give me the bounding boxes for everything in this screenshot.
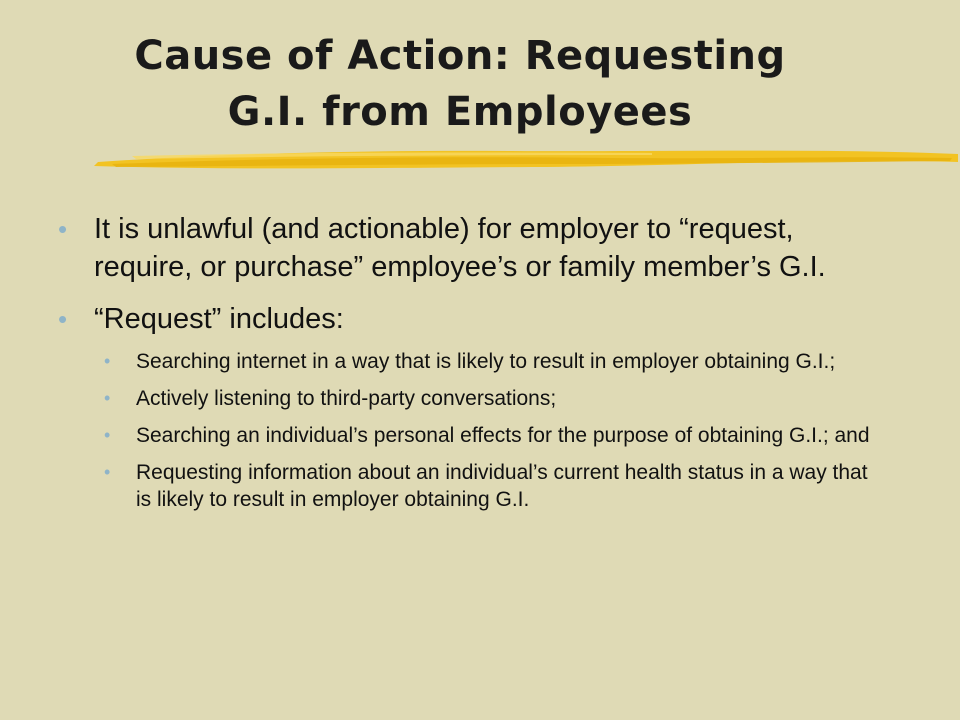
title-line-2: G.I. from Employees <box>227 89 693 135</box>
sub-bullet-text: Searching internet in a way that is likely to result in employer obtaining G.I.; <box>136 350 836 373</box>
sub-bullet-text: Actively listening to third-party conversations; <box>136 387 557 410</box>
bullet-icon: • <box>58 304 68 334</box>
sub-bullet-icon: • <box>104 425 111 445</box>
sub-bullet-icon: • <box>104 462 111 482</box>
sub-bullet-icon: • <box>104 351 111 371</box>
sub-bullet-internet <box>58 348 888 375</box>
bullet-request-includes <box>58 300 888 338</box>
bullet-icon: • <box>58 214 68 244</box>
sub-bullet-text: Requesting information about an individual’s current health status in a way that is likely to result in employer obtaining G.I. <box>136 461 868 511</box>
slide-title <box>40 28 880 140</box>
sub-bullet-icon: • <box>104 388 111 408</box>
bullet-text: “Request” includes: <box>94 303 344 335</box>
sub-bullet-health-status <box>58 459 888 513</box>
sub-bullet-listening <box>58 385 888 412</box>
bullet-text: It is unlawful (and actionable) for employer to “request, require, or purchase” employee’s or family member’s G.I. <box>94 213 826 283</box>
bullet-unlawful <box>58 210 888 286</box>
slide-content <box>58 210 888 523</box>
request-sub-bullets <box>58 348 888 513</box>
sub-bullet-text: Searching an individual’s personal effects for the purpose of obtaining G.I.; and <box>136 424 870 447</box>
sub-bullet-personal-effects <box>58 422 888 449</box>
title-line-1: Cause of Action: Requesting <box>134 33 786 79</box>
highlight-stroke-decoration <box>92 140 960 180</box>
